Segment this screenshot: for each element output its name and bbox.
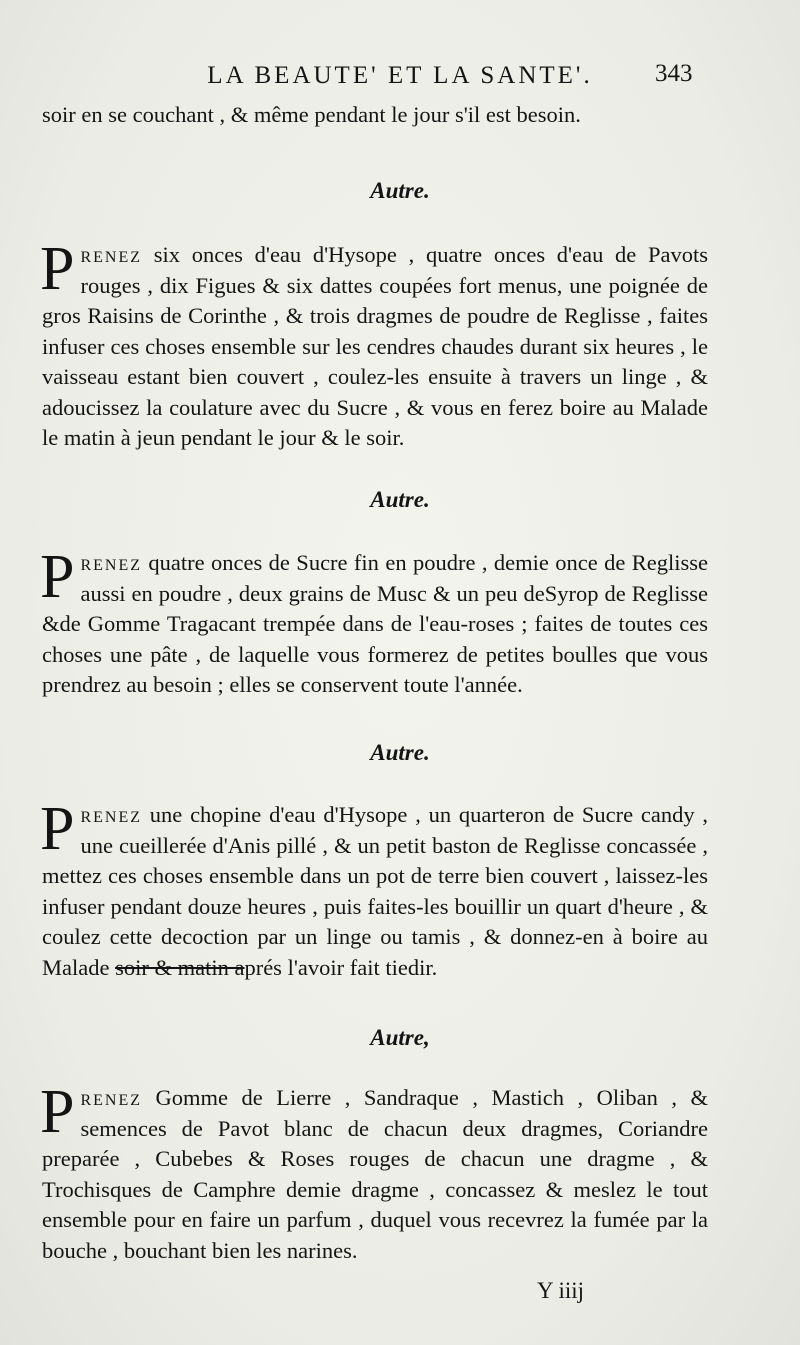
lead-word: renez xyxy=(80,550,143,575)
struck-through-text: soir & matin a xyxy=(115,954,245,980)
recipe-text: Gomme de Lierre , Sandraque , Mastich , Oliban , & semences de Pavot blanc de chacun deux dragmes, Coriandre preparée , Cubebes & Roses rouges de chacun une dragme , & Trochisques de Camphre demie dragme , concassez & meslez le tout ensemble pour en faire un parfum , duquel vous recevrez la fumée par la bouche , bouchant bien les narines. xyxy=(42,1085,708,1263)
lead-word: renez xyxy=(80,242,143,267)
recipe-heading: Autre. xyxy=(370,178,430,203)
lead-word: renez xyxy=(80,1085,143,1110)
running-title: LA BEAUTE' ET LA SANTE'. xyxy=(207,62,593,89)
continuation-paragraph: soir en se couchant , & même pendant le jour s'il est besoin. xyxy=(42,102,581,127)
recipe-text: une chopine d'eau d'Hysope , un quarteron de Sucre candy , une cueillerée d'Anis pillé , & un petit baston de Reglisse concassée , mettez ces choses ensemble dans un pot de terre bien couvert , laissez-les infuser pendant douze heures , puis faites-les bouillir un quart d'heure , & coulez cette decoction par un linge ou tamis , & donnez-en à boire au Malade xyxy=(42,802,708,980)
recipe-text-end: prés l'avoir fait tiedir. xyxy=(244,954,438,980)
recipe-heading: Autre. xyxy=(370,740,430,765)
recipe-paragraph xyxy=(40,235,708,454)
recipe-paragraph xyxy=(40,795,708,983)
recipe-text: quatre onces de Sucre fin en poudre , demie once de Reglisse aussi en poudre , deux grains de Musc & un peu deSyrop de Reglisse &de Gomme Tragacant trempée dans de l'eau-roses ; faites de toutes ces choses une pâte , de laquelle vous formerez de petites boulles que vous prendrez au besoin ; elles se conservent toute l'année. xyxy=(42,550,708,697)
page-number: 343 xyxy=(655,60,693,87)
drop-cap: P xyxy=(40,1078,75,1146)
drop-cap: P xyxy=(40,543,75,611)
recipe-text: six onces d'eau d'Hysope , quatre onces d'eau de Pavots rouges , dix Figues & six dattes coupées fort menus, une poignée de gros Raisins de Corinthe , & trois dragmes de poudre de Reglisse , faites infuser ces choses ensemble sur les cendres chaudes durant six heures , le vaisseau estant bien couvert , coulez-les ensuite à travers un linge , & adoucissez la coulature avec du Sucre , & vous en ferez boire au Malade le matin à jeun pendant le jour & le soir. xyxy=(42,242,708,450)
lead-word: renez xyxy=(80,802,143,827)
catchword-signature: Y iiij xyxy=(537,1278,585,1303)
drop-cap: P xyxy=(40,235,75,303)
drop-cap: P xyxy=(40,795,75,863)
recipe-paragraph xyxy=(40,1078,708,1266)
recipe-paragraph xyxy=(40,543,708,701)
recipe-heading: Autre, xyxy=(370,1025,430,1050)
recipe-heading: Autre. xyxy=(370,487,430,512)
